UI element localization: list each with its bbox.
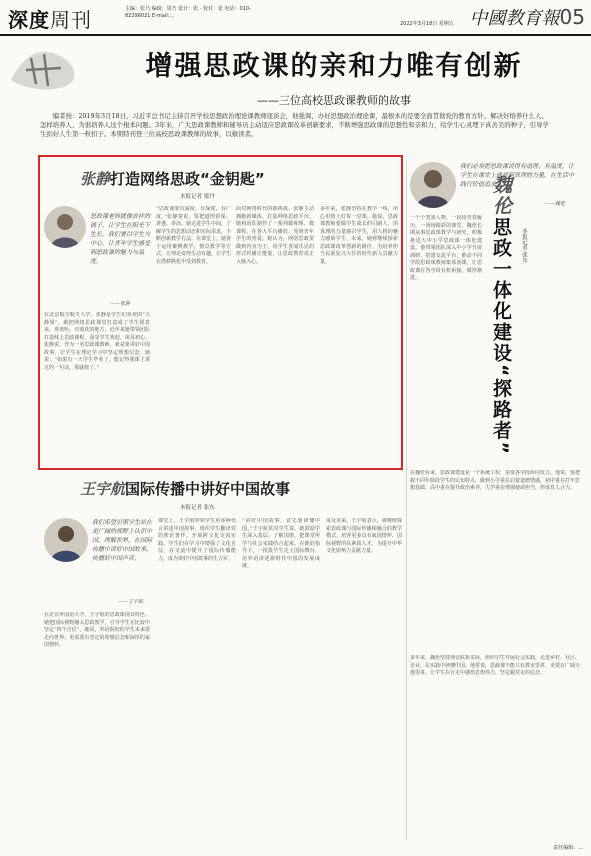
story3-name: 王宇航 <box>80 480 126 498</box>
section-label: 深度 <box>8 8 50 32</box>
story3-title <box>80 478 290 499</box>
story3-quote-sign: ——王宇航 <box>118 599 144 605</box>
column-divider <box>406 160 407 840</box>
section-label-thin: 周刊 <box>50 8 92 32</box>
story1-headline: 打造网络思政“金钥匙” <box>110 170 265 188</box>
story2-quote: 我们必须把思政课讲得有道理、有温度，让学生在课堂上感受到真理的力量，在生活中践行价值追求。 <box>460 163 575 188</box>
story1-column-3: 面对网络时代的新挑战，张静主动拥抱新媒体，打造网络思政平台。她和团队制作了一系列微视频、微课程，在各大平台播放，受到青年学生的喜爱。她认为，网络思政要做到内容为王，用学生喜闻乐见的形式传播正能量，让思政教育真正入脑入心。 <box>236 206 314 265</box>
story1-name: 张静 <box>80 170 111 188</box>
story1-quote-sign: ——张静 <box>110 301 131 307</box>
story3-avatar <box>44 518 88 562</box>
story3-column-3: “讲好中国故事，首先要读懂中国。”王宇航常对学生说。她鼓励学生深入基层、了解国情，把课堂所学与社会实践结合起来。在她的指导下，一批批学生走上国际舞台，用外语讲述新时代中国的发展成就。 <box>242 518 320 569</box>
story2-avatar <box>410 162 456 208</box>
story1-quote: 思政课老师就像吉祥的铺子，让学生在阳光下生长，我们要以学生为中心，让青年学生感受到思政课的魅力与温度。 <box>90 213 151 265</box>
person-portrait-icon <box>44 518 88 562</box>
editor-info: 主编：张乃 编辑：周乃 设计：张 · 校对：张 电话：010-82296021 E-mail:... <box>125 6 251 19</box>
page-footer: 责任编辑：... <box>553 845 583 851</box>
story2-byline: 本报记者 张东 <box>521 228 527 263</box>
story3-headline: 国际传播中讲好中国故事 <box>125 480 291 498</box>
story1-avatar <box>44 206 86 248</box>
story1-title <box>80 168 265 189</box>
story2-column-3: 多年来，魏伦坚持理论联系实际，组织学生开展社会实践，走进乡村、社区、企业，在实践中读懂中国。他常说，思政课不能只在教室里讲，更要在广阔天地里讲，让学生在行走中感悟思想伟力，坚定跟党走的信念。 <box>410 655 580 676</box>
brand-logo: 中國教育報 <box>469 8 560 29</box>
story2-title <box>487 175 515 456</box>
person-portrait-icon <box>410 162 456 208</box>
story1-column-2: “思政课要有温度、有深度、有广度。”张静常说，要把道理讲深、讲透、讲活。她走进学生中间，了解学生的思想动态和实际需求，不断创新教学方法。在课堂上，她善于运用案例教学、情景教学等方式，让理论变得生动有趣，让学生在潜移默化中受到教育。 <box>156 206 231 265</box>
story2-headline: 思政一体化建设“探路者” <box>490 217 512 456</box>
article-subtitle: ——三位高校思政课教师的故事 <box>257 94 411 107</box>
editor-note: 编者按：2019年3月18日，习近平总书记主持召开学校思想政治理论课教师座谈会，他强调，办好思想政治理论课，最根本的是要全面贯彻党的教育方针，解决好培养什么人、怎样培养人、为谁培养人这个根本问题。3年来，广大思政课教师和辅导员主动适应思政课改革创新要求，不断增强思政课的思想性和亲和力，给学生心灵埋下真善美的种子，引导学生扣好人生第一粒扣子。本期特刊登三位高校思政课教师的故事，以飨读者。 <box>40 112 549 138</box>
story2-name: 魏伦 <box>490 175 512 217</box>
story3-column-4: 谈及未来，王宇航表示，将继续探索思政课与国际传播相融合的教学模式，培养更多具有家国情怀、国际视野的高素质人才，为提升中华文化影响力贡献力量。 <box>326 518 402 554</box>
section-name <box>8 4 92 33</box>
issue-date: 2022年3月18日 星期五 <box>400 21 454 27</box>
story3-column-1: 在北京外国语大学，王宇航的思政课别具特色。她把国际视野融入思政教学，引导学生在比较中坚定“四个自信”。她说，外语院校的学生未来要走向世界，更需要有坚定的理想信念和深厚的家国情怀。 <box>44 612 150 648</box>
person-portrait-icon <box>44 206 86 248</box>
story2-column-2: 在魏伦看来，思政课建设是一个系统工程，需要各学段协同发力。他说，要把握不同年龄段学生的认知特点，做到小学重在启蒙道德情感，初中重在打牢思想基础，高中重在提升政治素养，大学重在增强使命担当，形成育人合力。 <box>410 470 580 491</box>
newspaper-brand <box>470 4 585 30</box>
story3-byline: 本报记者 张东 <box>180 505 215 511</box>
page-number: 05 <box>559 5 585 29</box>
story2-column-1: 一个个笔墨人物、一段段青春履历，一场场精彩的课堂。魏伦长期从事思政课教学与研究，积极推进大中小学思政课一体化建设。他带领团队深入中小学开展调研，搭建交流平台，推动不同学段思政课教师集体备课，让思政课在各学段有机衔接、循序渐进。 <box>410 215 482 281</box>
article-title: 增强思政课的亲和力唯有创新 <box>145 51 523 82</box>
story2-quote-sign: ——魏伦 <box>545 201 566 207</box>
story3-quote: 我们希望引领学生站在更广阔的视野上认识中国、理解世界，在国际传播中讲好中国故事，传播好中国声音。 <box>92 519 153 562</box>
masthead <box>0 0 591 36</box>
story1-column-1: 在北京航空航天大学，张静是学生们喜欢的“大静姐”。她把网络思政课堂打造成了学生愿意来、喜欢听、有收获的地方。近年来她带领团队打造线上思政课程，深受学生欢迎。谈及初心，张静说，作为一名思政课教师，就是要讲好中国故事，让学生在理论学习中坚定理想信念。她说：“如果有一天学生毕业了，能记得我课上讲过的一句话，那就值了。” <box>44 312 150 371</box>
story1-byline: 本报记者 梁丹 <box>180 194 215 200</box>
story3-column-2: 课堂上，王宇航带领学生用多种语言讲述中国故事，组织学生翻译党的理论著作，开展跨文化交流实践。学生们在学习中增强了文化自信，在交流中提升了国际传播能力，成为讲好中国故事的生力军。 <box>158 518 236 562</box>
ink-wash-decoration-icon <box>6 40 84 92</box>
story1-column-4: 多年来，张静坚持在教学一线，用心用情上好每一堂课。她说，思政课教师要做学生成长的引路人，用真理的力量感召学生，用人格的魅力感染学生。未来，她将继续探索思政课改革创新的路径，为培养担当民族复兴大任的时代新人贡献力量。 <box>320 206 398 265</box>
